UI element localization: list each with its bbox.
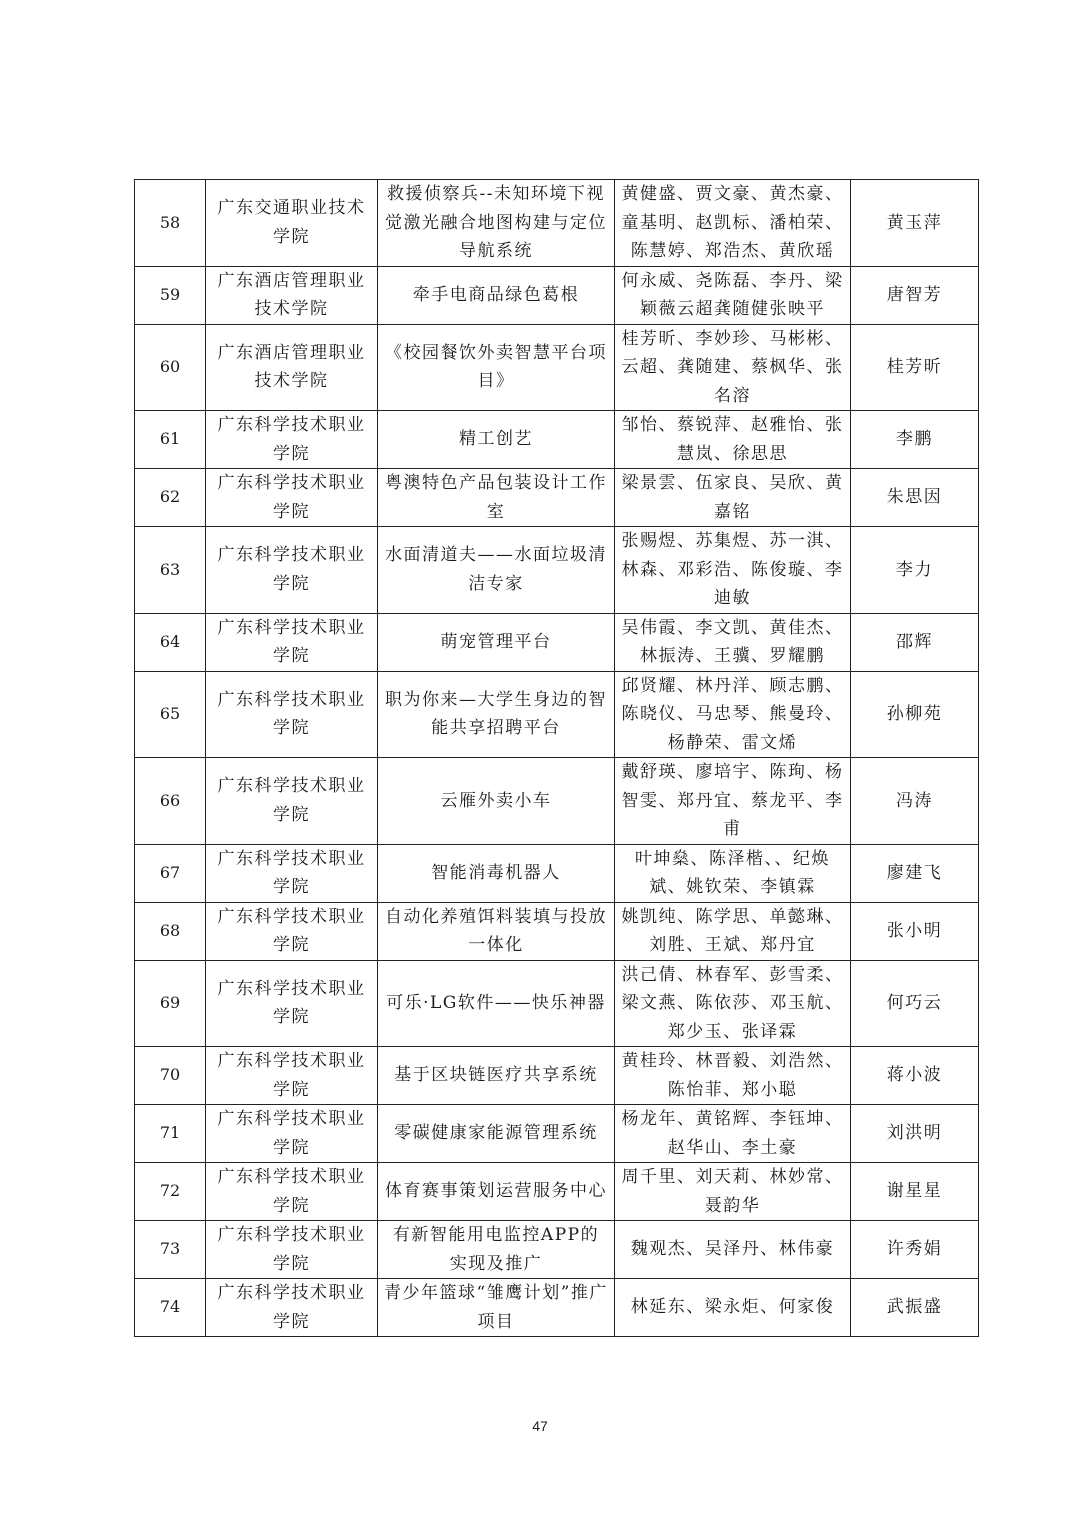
project-name: 智能消毒机器人 [378,844,615,902]
school-name: 广东科学技术职业学院 [206,902,378,960]
team-members: 林延东、梁永炬、何家俊 [615,1279,851,1337]
page-number: 47 [532,1418,548,1434]
advisor-name: 武振盛 [851,1279,979,1337]
table-row [135,671,979,758]
project-name: 粤澳特色产品包装设计工作室 [378,469,615,527]
table-row [135,613,979,671]
team-members: 黄健盛、贾文豪、黄杰豪、童基明、赵凯标、潘柏荣、陈慧婷、郑浩杰、黄欣瑶 [615,180,851,267]
team-members: 杨龙年、黄铭辉、李钰坤、赵华山、李土豪 [615,1105,851,1163]
row-number: 65 [135,671,206,758]
row-number: 58 [135,180,206,267]
table-row [135,758,979,845]
team-members: 梁景雲、伍家良、吴欣、黄嘉铭 [615,469,851,527]
row-number: 61 [135,411,206,469]
project-name: 体育赛事策划运营服务中心 [378,1163,615,1221]
row-number: 67 [135,844,206,902]
row-number: 71 [135,1105,206,1163]
team-members: 叶坤燊、陈泽楷、、纪焕斌、姚钦荣、李镇霖 [615,844,851,902]
project-name: 职为你来—大学生身边的智能共享招聘平台 [378,671,615,758]
advisor-name: 刘洪明 [851,1105,979,1163]
school-name: 广东交通职业技术学院 [206,180,378,267]
table-row [135,1105,979,1163]
table-row [135,180,979,267]
advisor-name: 冯涛 [851,758,979,845]
project-name: 可乐·LG软件——快乐神器 [378,960,615,1047]
table-row [135,527,979,614]
school-name: 广东科学技术职业学院 [206,1105,378,1163]
row-number: 60 [135,324,206,411]
advisor-name: 何巧云 [851,960,979,1047]
advisor-name: 廖建飞 [851,844,979,902]
school-name: 广东科学技术职业学院 [206,1279,378,1337]
row-number: 69 [135,960,206,1047]
advisor-name: 谢星星 [851,1163,979,1221]
row-number: 72 [135,1163,206,1221]
awards-table [134,179,979,1337]
school-name: 广东科学技术职业学院 [206,960,378,1047]
table-row [135,1221,979,1279]
team-members: 黄桂玲、林晋毅、刘浩然、陈怡菲、郑小聪 [615,1047,851,1105]
project-name: 云雁外卖小车 [378,758,615,845]
school-name: 广东科学技术职业学院 [206,1047,378,1105]
advisor-name: 蒋小波 [851,1047,979,1105]
school-name: 广东科学技术职业学院 [206,1163,378,1221]
table-row [135,844,979,902]
advisor-name: 黄玉萍 [851,180,979,267]
project-name: 基于区块链医疗共享系统 [378,1047,615,1105]
team-members: 洪己倩、林春军、彭雪柔、梁文燕、陈依莎、邓玉航、郑少玉、张译霖 [615,960,851,1047]
project-name: 水面清道夫——水面垃圾清洁专家 [378,527,615,614]
project-name: 青少年篮球“雏鹰计划”推广项目 [378,1279,615,1337]
advisor-name: 李力 [851,527,979,614]
table-row [135,1279,979,1337]
row-number: 73 [135,1221,206,1279]
school-name: 广东科学技术职业学院 [206,527,378,614]
school-name: 广东科学技术职业学院 [206,758,378,845]
team-members: 何永威、尧陈磊、李丹、梁颖薇云超龚随健张映平 [615,266,851,324]
project-name: 《校园餐饮外卖智慧平台项目》 [378,324,615,411]
row-number: 59 [135,266,206,324]
school-name: 广东科学技术职业学院 [206,469,378,527]
awards-table-body [135,180,979,1337]
project-name: 牵手电商品绿色葛根 [378,266,615,324]
advisor-name: 朱思因 [851,469,979,527]
table-row [135,411,979,469]
team-members: 邱贤耀、林丹洋、顾志鹏、陈晓仪、马忠琴、熊曼玲、杨静荣、雷文烯 [615,671,851,758]
advisor-name: 唐智芳 [851,266,979,324]
project-name: 有新智能用电监控APP的实现及推广 [378,1221,615,1279]
row-number: 62 [135,469,206,527]
school-name: 广东科学技术职业学院 [206,671,378,758]
team-members: 戴舒瑛、廖培宇、陈珣、杨智雯、郑丹宜、蔡龙平、李甫 [615,758,851,845]
row-number: 68 [135,902,206,960]
advisor-name: 张小明 [851,902,979,960]
row-number: 74 [135,1279,206,1337]
team-members: 姚凯纯、陈学思、单懿琳、刘胜、王斌、郑丹宜 [615,902,851,960]
advisor-name: 邵辉 [851,613,979,671]
table-row [135,1163,979,1221]
table-row [135,902,979,960]
team-members: 桂芳昕、李妙珍、马彬彬、云超、龚随建、蔡枫华、张名溶 [615,324,851,411]
row-number: 70 [135,1047,206,1105]
project-name: 救援侦察兵--未知环境下视觉激光融合地图构建与定位导航系统 [378,180,615,267]
team-members: 魏观杰、吴泽丹、林伟豪 [615,1221,851,1279]
table-row [135,1047,979,1105]
team-members: 张赐煜、苏集煜、苏一淇、林森、邓彩浩、陈俊璇、李迪敏 [615,527,851,614]
team-members: 邹怡、蔡锐萍、赵雅怡、张慧岚、徐思思 [615,411,851,469]
project-name: 零碳健康家能源管理系统 [378,1105,615,1163]
row-number: 63 [135,527,206,614]
row-number: 64 [135,613,206,671]
school-name: 广东酒店管理职业技术学院 [206,266,378,324]
school-name: 广东科学技术职业学院 [206,613,378,671]
advisor-name: 许秀娟 [851,1221,979,1279]
table-row [135,469,979,527]
advisor-name: 李鹏 [851,411,979,469]
row-number: 66 [135,758,206,845]
advisor-name: 孙柳苑 [851,671,979,758]
table-row [135,266,979,324]
project-name: 萌宠管理平台 [378,613,615,671]
school-name: 广东科学技术职业学院 [206,1221,378,1279]
project-name: 精工创艺 [378,411,615,469]
team-members: 周千里、刘天莉、林妙常、聂韵华 [615,1163,851,1221]
school-name: 广东科学技术职业学院 [206,411,378,469]
school-name: 广东酒店管理职业技术学院 [206,324,378,411]
advisor-name: 桂芳昕 [851,324,979,411]
table-row [135,960,979,1047]
team-members: 吴伟霞、李文凯、黄佳杰、林振涛、王骥、罗耀鹏 [615,613,851,671]
project-name: 自动化养殖饵料装填与投放一体化 [378,902,615,960]
school-name: 广东科学技术职业学院 [206,844,378,902]
table-row [135,324,979,411]
